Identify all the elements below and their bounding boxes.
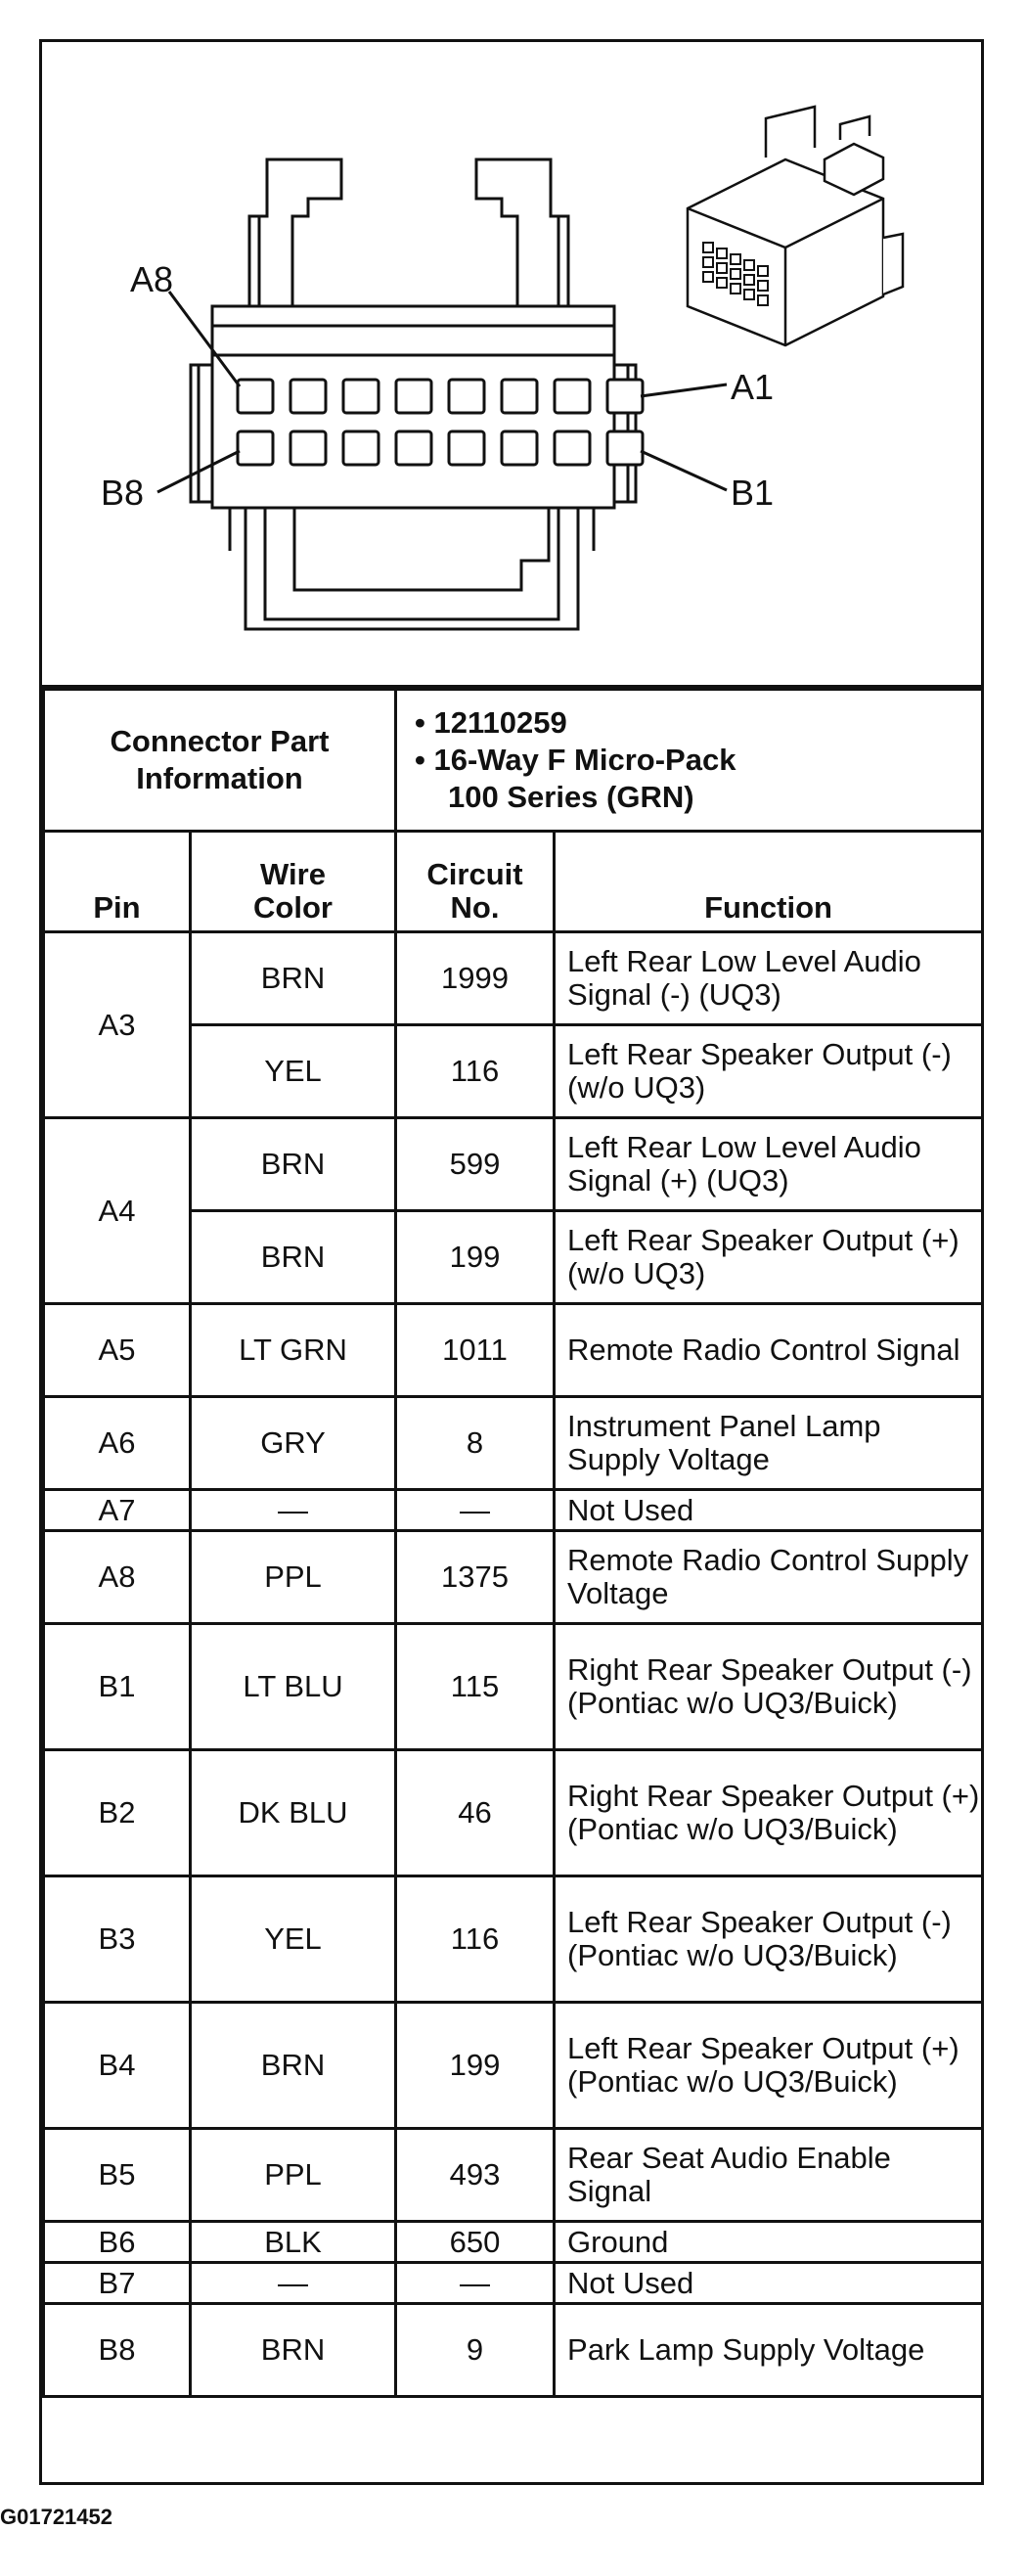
table-row xyxy=(44,2263,983,2304)
header-circuit-no xyxy=(396,832,555,932)
circuit-cell: 1011 xyxy=(396,1304,555,1397)
wire-color-cell: BRN xyxy=(191,932,396,1025)
pin-cell: A3 xyxy=(44,932,191,1118)
wire-color-cell: YEL xyxy=(191,1876,396,2003)
header-wire-color xyxy=(191,832,396,932)
connector-info-label: Connector Part Information xyxy=(44,690,396,832)
pin-label-a1: A1 xyxy=(731,367,775,407)
pin-cell: B2 xyxy=(44,1750,191,1876)
connector-info-details xyxy=(396,690,983,832)
function-cell: Ground xyxy=(555,2222,983,2263)
function-cell: Not Used xyxy=(555,1490,983,1531)
pin-cell: B7 xyxy=(44,2263,191,2304)
wire-color-cell: DK BLU xyxy=(191,1750,396,1876)
wire-color-cell: YEL xyxy=(191,1025,396,1118)
circuit-cell: 599 xyxy=(396,1118,555,1211)
connector-description-2: 100 Series (GRN) xyxy=(448,780,694,814)
table-row xyxy=(44,2129,983,2222)
pin-cell: A8 xyxy=(44,1531,191,1624)
connector-face-drawing xyxy=(42,42,981,685)
header-function: Function xyxy=(555,832,983,932)
pinout-table xyxy=(42,688,984,2398)
circuit-cell: 1999 xyxy=(396,932,555,1025)
pin-cell: B6 xyxy=(44,2222,191,2263)
function-cell: Left Rear Speaker Output (+) (Pontiac w/o UQ3/Buick) xyxy=(555,2003,983,2129)
pin-cell: B4 xyxy=(44,2003,191,2129)
connector-sheet xyxy=(39,39,984,2485)
circuit-cell: 115 xyxy=(396,1624,555,1750)
pin-cell: B3 xyxy=(44,1876,191,2003)
pin-cell: B5 xyxy=(44,2129,191,2222)
pin-label-b1: B1 xyxy=(731,473,775,513)
pin-cell: A7 xyxy=(44,1490,191,1531)
header-wire-color-text: Wire Color xyxy=(253,857,333,925)
pin-cell: A6 xyxy=(44,1397,191,1490)
function-cell: Left Rear Speaker Output (-) (w/o UQ3) xyxy=(555,1025,983,1118)
table-row xyxy=(44,1118,983,1211)
function-cell: Remote Radio Control Signal xyxy=(555,1304,983,1397)
circuit-cell: — xyxy=(396,2263,555,2304)
part-number: • 12110259 xyxy=(415,705,567,740)
header-pin: Pin xyxy=(44,832,191,932)
wire-color-cell: BRN xyxy=(191,1118,396,1211)
wire-color-cell: — xyxy=(191,1490,396,1531)
function-cell: Left Rear Speaker Output (+) (w/o UQ3) xyxy=(555,1211,983,1304)
wire-color-cell: PPL xyxy=(191,1531,396,1624)
circuit-cell: 199 xyxy=(396,1211,555,1304)
wire-color-cell: BRN xyxy=(191,2003,396,2129)
wire-color-cell: PPL xyxy=(191,2129,396,2222)
table-row xyxy=(44,2304,983,2397)
function-cell: Not Used xyxy=(555,2263,983,2304)
circuit-cell: 650 xyxy=(396,2222,555,2263)
table-row xyxy=(44,1750,983,1876)
circuit-cell: 8 xyxy=(396,1397,555,1490)
pin-label-b8: B8 xyxy=(101,473,145,513)
wire-color-cell: LT GRN xyxy=(191,1304,396,1397)
function-cell: Right Rear Speaker Output (+) (Pontiac w/o UQ3/Buick) xyxy=(555,1750,983,1876)
connector-description-1: • 16-Way F Micro-Pack xyxy=(415,743,736,777)
connector-diagram xyxy=(42,42,981,688)
wire-color-cell: BRN xyxy=(191,1211,396,1304)
function-cell: Left Rear Low Level Audio Signal (+) (UQ3) xyxy=(555,1118,983,1211)
wire-color-cell: BLK xyxy=(191,2222,396,2263)
table-row xyxy=(44,2003,983,2129)
table-row xyxy=(44,1624,983,1750)
wire-color-cell: — xyxy=(191,2263,396,2304)
pin-cell: B1 xyxy=(44,1624,191,1750)
circuit-cell: 9 xyxy=(396,2304,555,2397)
table-header-row xyxy=(44,832,983,932)
table-row xyxy=(44,1876,983,2003)
function-cell: Right Rear Speaker Output (-) (Pontiac w/o UQ3/Buick) xyxy=(555,1624,983,1750)
pin-cell: A4 xyxy=(44,1118,191,1304)
circuit-cell: 1375 xyxy=(396,1531,555,1624)
circuit-cell: 116 xyxy=(396,1025,555,1118)
circuit-cell: 116 xyxy=(396,1876,555,2003)
table-row xyxy=(44,932,983,1025)
table-row xyxy=(44,1490,983,1531)
circuit-cell: — xyxy=(396,1490,555,1531)
circuit-cell: 493 xyxy=(396,2129,555,2222)
function-cell: Instrument Panel Lamp Supply Voltage xyxy=(555,1397,983,1490)
connector-info-row xyxy=(44,690,983,832)
header-circuit-text: Circuit No. xyxy=(426,857,523,925)
table-row xyxy=(44,1397,983,1490)
wire-color-cell: BRN xyxy=(191,2304,396,2397)
wire-color-cell: GRY xyxy=(191,1397,396,1490)
pin-cell: B8 xyxy=(44,2304,191,2397)
pin-cell: A5 xyxy=(44,1304,191,1397)
function-cell: Left Rear Low Level Audio Signal (-) (UQ3) xyxy=(555,932,983,1025)
circuit-cell: 199 xyxy=(396,2003,555,2129)
circuit-cell: 46 xyxy=(396,1750,555,1876)
function-cell: Park Lamp Supply Voltage xyxy=(555,2304,983,2397)
figure-code: G01721452 xyxy=(0,2505,112,2529)
wire-color-cell: LT BLU xyxy=(191,1624,396,1750)
function-cell: Rear Seat Audio Enable Signal xyxy=(555,2129,983,2222)
table-row xyxy=(44,1531,983,1624)
pin-label-a8: A8 xyxy=(130,259,174,299)
table-row xyxy=(44,1304,983,1397)
function-cell: Remote Radio Control Supply Voltage xyxy=(555,1531,983,1624)
table-row xyxy=(44,2222,983,2263)
function-cell: Left Rear Speaker Output (-) (Pontiac w/o UQ3/Buick) xyxy=(555,1876,983,2003)
